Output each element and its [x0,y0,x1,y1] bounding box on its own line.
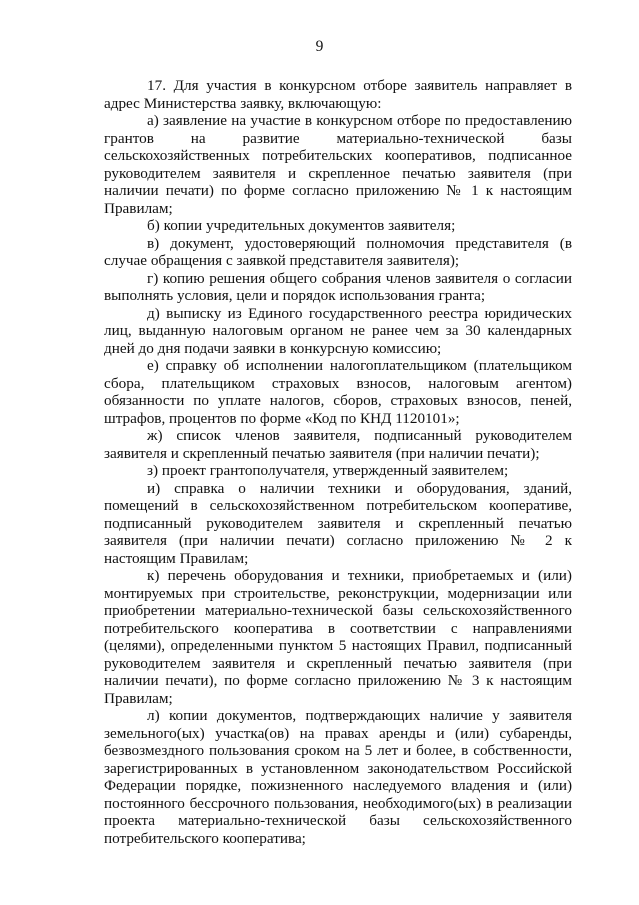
paragraph-17-intro: 17. Для участия в конкурсном отборе заявитель направляет в адрес Министерства заявку, включающую: [104,77,572,112]
paragraph-item-l: л) копии документов, подтверждающих наличие у заявителя земельного(ых) участка(ов) на правах аренды и (или) субаренды, безвозмездного пользования сроком на 5 лет и более, в собственности, зарегистрированных в установленном законодательством Российской Федерации порядке, пожизненного наследуемого владения и (или) постоянного бессрочного пользования, необходимого(ых) в реализации проекта материально-технической базы сельскохозяйственного потребительского кооператива; [104,707,572,847]
paragraph-item-v: в) документ, удостоверяющий полномочия представителя (в случае обращения с заявкой представителя заявителя); [104,234,572,269]
page-number: 9 [315,38,324,55]
paragraph-item-a: а) заявление на участие в конкурсном отборе по предоставлению грантов на развитие материально-технической базы сельскохозяйственных потребительских кооперативов, подписанное руководителем заявителя и скрепленное печатью заявителя (при наличии печати) по форме согласно приложению № 1 к настоящим Правилам; [104,112,572,217]
paragraph-item-zh: ж) список членов заявителя, подписанный руководителем заявителя и скрепленный печатью заявителя (при наличии печати); [104,427,572,462]
paragraph-item-k: к) перечень оборудования и техники, приобретаемых и (или) монтируемых при строительстве, реконструкции, модернизации или приобретении материально-технической базы сельскохозяйственного потребительского кооператива в соответствии с направлениями (целями), определенными пунктом 5 настоящих Правил, подписанный руководителем заявителя и скрепленный печатью заявителя (при наличии печати), по форме согласно приложению № 3 к настоящим Правилам; [104,567,572,707]
paragraph-item-i: и) справка о наличии техники и оборудования, зданий, помещений в сельскохозяйственном потребительском кооперативе, подписанный руководителем заявителя и скрепленный печатью заявителя (при наличии печати) согласно приложению № 2 к настоящим Правилам; [104,479,572,567]
paragraph-item-e: е) справку об исполнении налогоплательщиком (плательщиком сбора, плательщиком страховых взносов, налоговым агентом) обязанности по уплате налогов, сборов, страховых взносов, пеней, штрафов, процентов по форме «Код по КНД 1120101»; [104,357,572,427]
paragraph-item-g: г) копию решения общего собрания членов заявителя о согласии выполнять условия, цели и порядок использования гранта; [104,269,572,304]
paragraph-item-b: б) копии учредительных документов заявителя; [147,217,456,234]
document-body [104,77,572,847]
paragraph-item-z: з) проект грантополучателя, утвержденный заявителем; [147,462,509,479]
paragraph-item-d: д) выписку из Единого государственного реестра юридических лиц, выданную налоговым органом не ранее чем за 30 календарных дней до дня подачи заявки в конкурсную комиссию; [104,304,572,357]
